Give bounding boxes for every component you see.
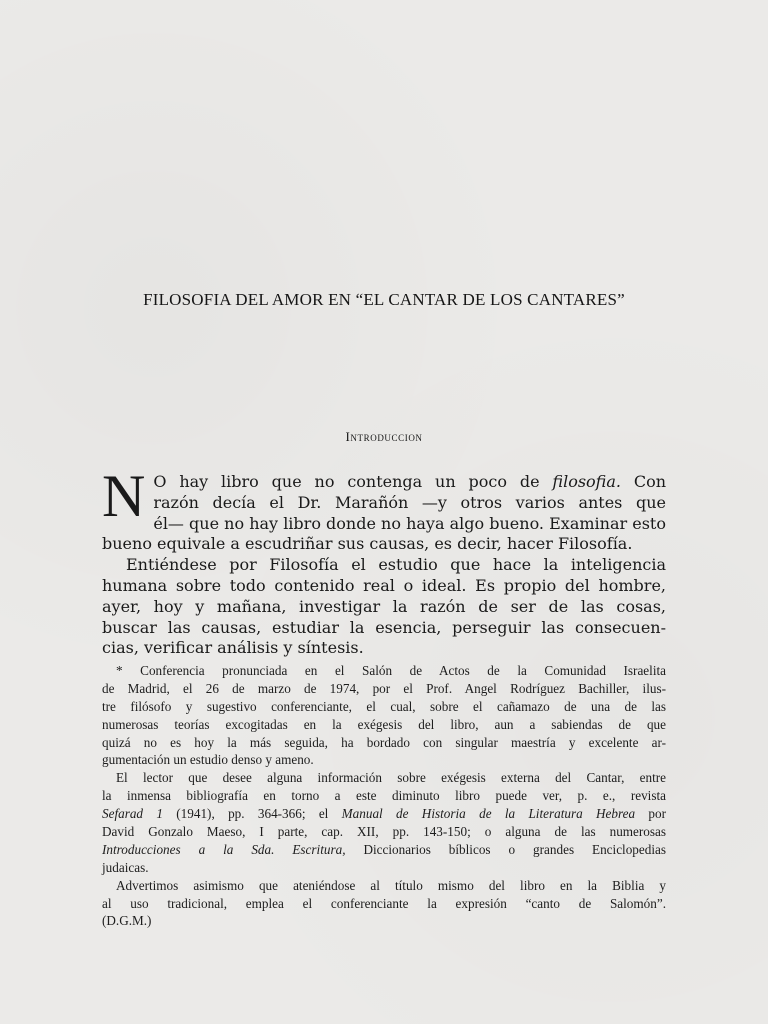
body-line: Entiéndese por Filosofía el estudio que hace la inteligencia (126, 555, 666, 575)
body-line: O hay libro que no contenga un poco de filosofia. Con (153, 472, 667, 491)
footnote-line: de Madrid, el 26 de marzo de 1974, por el Prof. Angel Rodríguez Bachiller, ilus- (102, 680, 666, 696)
footnote-line: judaicas. (102, 859, 149, 875)
footnote-line: tre filósofo y sugestivo conferenciante, el cual, sobre el cañamazo de una de las (102, 698, 666, 714)
body-line: buscar las causas, estudiar la esencia, perseguir las consecuen- (102, 617, 666, 637)
footnote-line: la inmensa bibliografía en torno a este diminuto libro puede ver, p. e., revista (102, 788, 666, 804)
body-line: bueno equivale a escudriñar sus causas, es decir, hacer Filosofía. (102, 534, 633, 554)
footnote-line: al uso tradicional, emplea el conferenciante la expresión “canto de Salomón”. (102, 895, 666, 911)
body-line: humana sobre todo contenido real o ideal. Es propio del hombre, (102, 575, 666, 595)
footnote-line: gumentación un estudio denso y ameno. (102, 752, 314, 768)
body-line: ayer, hoy y mañana, investigar la razón de ser de las cosas, (102, 596, 666, 616)
drop-cap: N (102, 463, 146, 529)
body-line: razón decía el Dr. Marañón —y otros varios antes que (153, 492, 666, 512)
footnotes (102, 662, 666, 930)
footnote-line: quizá no es hoy la más seguida, ha bordado con singular maestría y excelente ar- (102, 734, 666, 750)
article-title: FILOSOFIA DEL AMOR EN “EL CANTAR DE LOS CANTARES” (143, 290, 625, 309)
body-line: cias, verificar análisis y síntesis. (102, 638, 364, 658)
body-line: él— que no hay libro donde no haya algo bueno. Examinar esto (153, 513, 666, 533)
intro-body (102, 463, 667, 659)
footnote-line: * Conferencia pronunciada en el Salón de Actos de la Comunidad Israelita (116, 663, 666, 678)
footnote-line: David Gonzalo Maeso, I parte, cap. XII, pp. 143-150; o alguna de las numerosas (102, 824, 666, 840)
section-heading: Introduccion (345, 429, 423, 444)
footnote-line: numerosas teorías excogitadas en la exégesis del libro, aun a sabiendas de que (102, 716, 666, 732)
footnote-line: Advertimos asimismo que ateniéndose al título mismo del libro en la Biblia y (116, 877, 666, 893)
footnote-line: Sefarad 1 (1941), pp. 364-366; el Manual de Historia de la Literatura Hebrea por (102, 806, 666, 822)
footnote-line: Introducciones a la Sda. Escritura, Diccionarios bíblicos o grandes Enciclopedias (102, 841, 666, 857)
footnote-line: (D.G.M.) (102, 913, 152, 929)
footnote-line: El lector que desee alguna información sobre exégesis externa del Cantar, entre (116, 770, 666, 786)
